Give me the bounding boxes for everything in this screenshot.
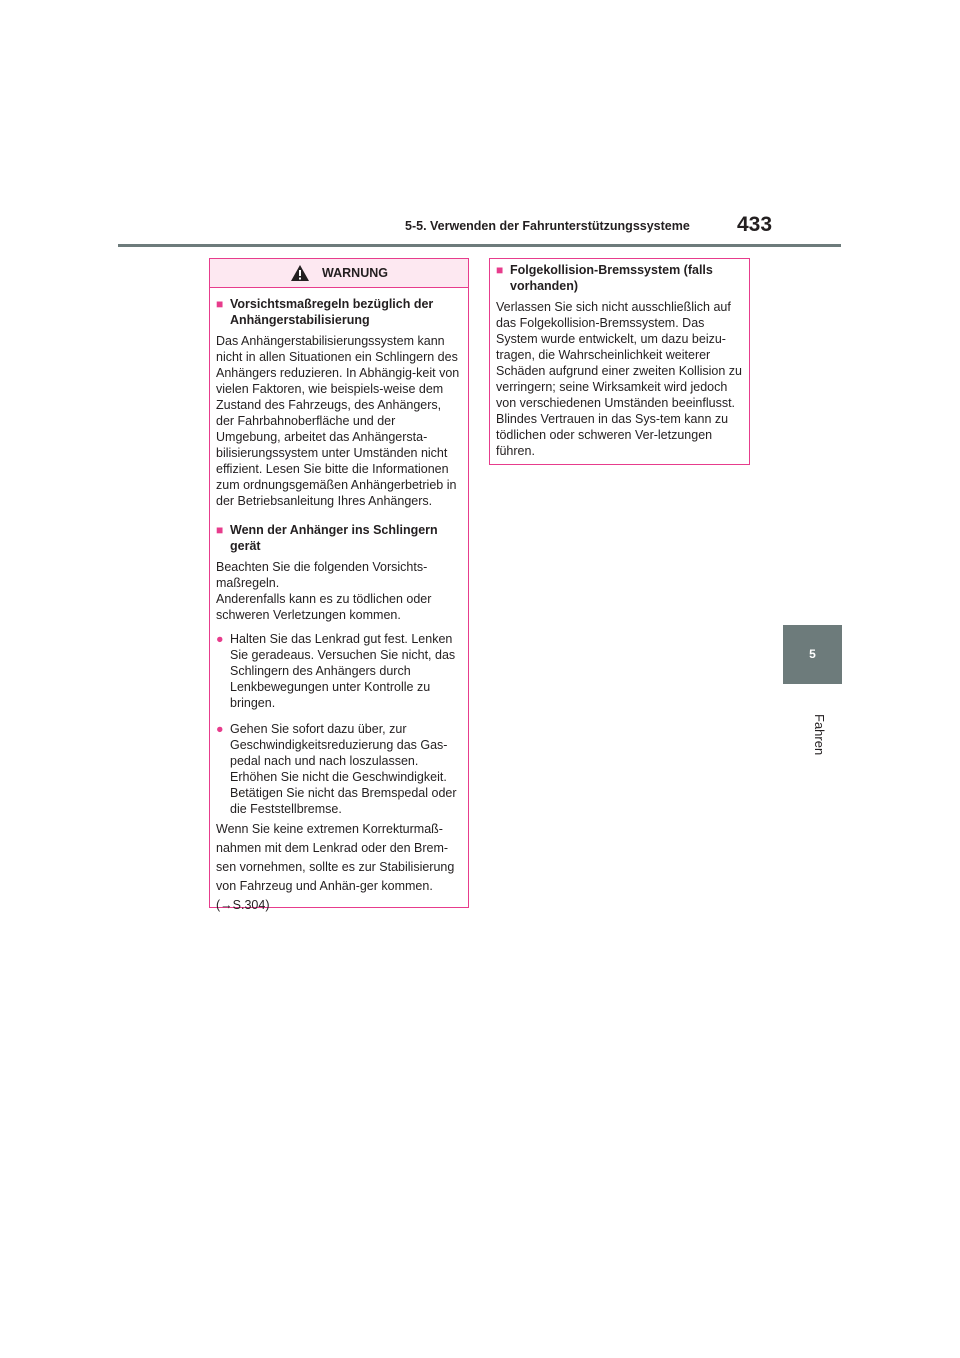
heading-text: Folgekollision-Bremssystem (falls vorhanden) <box>510 263 713 293</box>
chapter-tab: 5 <box>783 625 842 684</box>
section-heading <box>216 296 462 328</box>
square-bullet-icon: ■ <box>496 263 504 277</box>
round-bullet-icon: ● <box>216 722 224 736</box>
info-box <box>489 258 750 465</box>
page-number: 433 <box>737 213 773 236</box>
list-item-text: Gehen Sie sofort dazu über, zur Geschwindigkeitsreduzierung das Gas-pedal nach und nach loszulassen. Erhöhen Sie nicht die Geschwindigkeit. Betätigen Sie nicht das Bremspedal oder die Feststellbremse. <box>230 722 457 816</box>
body-text: Anderenfalls kann es zu tödlichen oder schweren Verletzungen kommen. <box>216 592 432 622</box>
warning-triangle-icon <box>290 264 310 282</box>
section-title: 5-5. Verwenden der Fahrunterstützungssysteme <box>405 219 690 233</box>
section-heading <box>216 522 462 554</box>
heading-text: Vorsichtsmaßregeln bezüglich der Anhängerstabilisierung <box>230 297 434 327</box>
list-item-text: Halten Sie das Lenkrad gut fest. Lenken Sie geradeaus. Versuchen Sie nicht, das Schlingern des Anhängers durch Lenkbewegungen unter Kontrolle zu bringen. <box>230 632 456 710</box>
list-item <box>216 631 462 711</box>
chapter-label: Fahren <box>812 714 827 756</box>
square-bullet-icon: ■ <box>216 523 224 537</box>
header-rule <box>118 244 841 247</box>
warning-title: WARNUNG <box>322 266 388 280</box>
section-heading <box>496 262 743 294</box>
closing-text: Wenn Sie keine extremen Korrekturmaß-nahmen mit dem Lenkrad oder den Brem-sen vornehmen, sollte es zur Stabilisierung von Fahrzeug und Anhän-ger kommen. (→S.304) <box>216 822 455 912</box>
warning-box <box>209 258 469 912</box>
round-bullet-icon: ● <box>216 632 224 646</box>
body-text: Verlassen Sie sich nicht ausschließlich auf das Folgekollision-Bremssystem. Das System wurde entwickelt, um dazu beizu-tragen, die Wahrscheinlichkeit weiterer Schäden aufgrund einer zweiten Kollision zu verringern; seine Wirksamkeit wird jedoch von verschiedenen Umständen beeinflusst. Blindes Vertrauen in das Sys-tem kann zu tödlichen oder schweren Ver-letzungen führen. <box>496 300 742 458</box>
body-text: Beachten Sie die folgenden Vorsichts-maßregeln. <box>216 560 428 590</box>
body-text: Das Anhängerstabilisierungssystem kann nicht in allen Situationen ein Schlingern des Anhängers reduzieren. In Abhängig-keit von vielen Faktoren, wie beispiels-weise dem Zustand des Fahrzeugs, des Anhängers, der Fahrbahnoberfläche und der Umgebung, arbeitet das Anhängersta-bilisierungssystem unter Umständen nicht effizient. Lesen Sie bitte die Informationen zum ordnungsgemäßen Anhängerbetrieb in der Betriebsanleitung Ihres Anhängers. <box>216 334 460 508</box>
list-item <box>216 721 462 817</box>
heading-text: Wenn der Anhänger ins Schlingern gerät <box>230 523 438 553</box>
warning-header <box>210 259 468 288</box>
square-bullet-icon: ■ <box>216 297 224 311</box>
